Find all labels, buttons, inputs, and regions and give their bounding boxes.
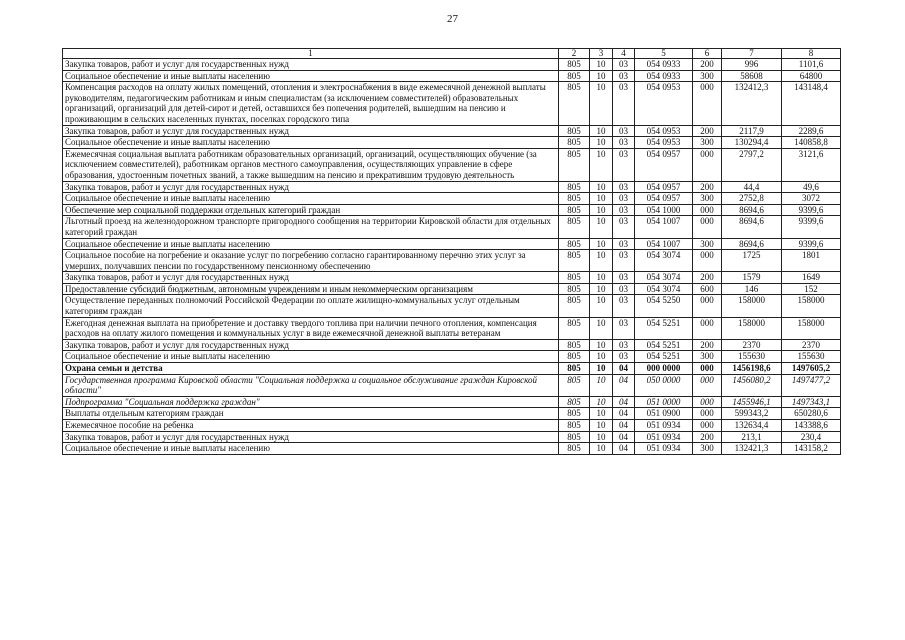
expense-type-cell: 200 — [693, 431, 722, 443]
amount-year-2-cell: 140858,8 — [782, 137, 841, 149]
subsection-cell: 03 — [613, 339, 635, 351]
target-article-cell: 051 0934 — [635, 443, 693, 455]
table-row — [63, 250, 841, 272]
admin-code-cell: 805 — [559, 317, 590, 339]
admin-code-cell: 805 — [559, 193, 590, 205]
admin-code-cell: 805 — [559, 443, 590, 455]
target-article-cell: 054 5251 — [635, 339, 693, 351]
amount-year-1-cell: 599343,2 — [722, 408, 782, 420]
target-article-cell: 054 5251 — [635, 351, 693, 363]
admin-code-cell: 805 — [559, 351, 590, 363]
section-cell: 10 — [590, 250, 613, 272]
table-row — [63, 216, 841, 238]
subsection-cell: 03 — [613, 272, 635, 284]
target-article-cell: 054 0957 — [635, 193, 693, 205]
subsection-cell: 03 — [613, 193, 635, 205]
section-cell: 10 — [590, 148, 613, 181]
amount-year-2-cell: 49,6 — [782, 181, 841, 193]
amount-year-2-cell: 1101,6 — [782, 59, 841, 71]
amount-year-2-cell: 650280,6 — [782, 408, 841, 420]
description-cell: Социальное обеспечение и иные выплаты населению — [63, 137, 559, 149]
expense-type-cell: 200 — [693, 59, 722, 71]
description-cell: Закупка товаров, работ и услуг для государственных нужд — [63, 339, 559, 351]
header-cell: 4 — [613, 49, 635, 59]
expense-type-cell: 300 — [693, 443, 722, 455]
admin-code-cell: 805 — [559, 181, 590, 193]
amount-year-2-cell: 9399,6 — [782, 238, 841, 250]
expense-type-cell: 200 — [693, 339, 722, 351]
table-row — [63, 420, 841, 432]
header-cell: 7 — [722, 49, 782, 59]
header-cell: 6 — [693, 49, 722, 59]
subsection-cell: 03 — [613, 137, 635, 149]
amount-year-1-cell: 8694,6 — [722, 238, 782, 250]
description-cell: Социальное обеспечение и иные выплаты населению — [63, 351, 559, 363]
subsection-cell: 03 — [613, 317, 635, 339]
target-article-cell: 054 0953 — [635, 137, 693, 149]
header-cell: 2 — [559, 49, 590, 59]
section-cell: 10 — [590, 59, 613, 71]
target-article-cell: 054 1007 — [635, 216, 693, 238]
amount-year-2-cell: 9399,6 — [782, 216, 841, 238]
expense-type-cell: 000 — [693, 216, 722, 238]
amount-year-2-cell: 2289,6 — [782, 125, 841, 137]
amount-year-1-cell: 2797,2 — [722, 148, 782, 181]
section-cell: 10 — [590, 420, 613, 432]
section-cell: 10 — [590, 351, 613, 363]
description-cell: Ежемесячное пособие на ребенка — [63, 420, 559, 432]
subsection-cell: 04 — [613, 443, 635, 455]
amount-year-1-cell: 158000 — [722, 295, 782, 317]
admin-code-cell: 805 — [559, 272, 590, 284]
target-article-cell: 054 5251 — [635, 317, 693, 339]
amount-year-2-cell: 158000 — [782, 317, 841, 339]
description-cell: Закупка товаров, работ и услуг для государственных нужд — [63, 59, 559, 71]
description-cell: Социальное обеспечение и иные выплаты населению — [63, 70, 559, 82]
description-cell: Социальное пособие на погребение и оказание услуг по погребению согласно гарантированному перечню этих услуг за умерших, получавших пенсии по государственному пенсионному обеспечению — [63, 250, 559, 272]
table-row — [63, 408, 841, 420]
amount-year-2-cell: 143148,4 — [782, 82, 841, 125]
admin-code-cell: 805 — [559, 204, 590, 216]
expense-type-cell: 300 — [693, 351, 722, 363]
description-cell: Осуществление переданных полномочий Российской Федерации по оплате жилищно-коммунальных услуг отдельным категориям граждан — [63, 295, 559, 317]
table-row — [63, 125, 841, 137]
admin-code-cell: 805 — [559, 148, 590, 181]
expense-type-cell: 000 — [693, 420, 722, 432]
subsection-cell: 03 — [613, 70, 635, 82]
amount-year-1-cell: 2117,9 — [722, 125, 782, 137]
admin-code-cell: 805 — [559, 216, 590, 238]
description-cell: Ежемесячная социальная выплата работникам образовательных организаций, организаций, осуществляющих обучение (за исключением совместителей), работникам органов местного самоуправления, осуществляющих управление в сфере образования, удостоенным почетных званий, а также вышедшим на пенсию и прекратившим трудовую деятельность — [63, 148, 559, 181]
table-row — [63, 148, 841, 181]
target-article-cell: 054 0953 — [635, 82, 693, 125]
section-cell: 10 — [590, 204, 613, 216]
subsection-cell: 03 — [613, 250, 635, 272]
table-row — [63, 204, 841, 216]
target-article-cell: 054 0933 — [635, 70, 693, 82]
table-row — [63, 396, 841, 408]
subsection-cell: 03 — [613, 204, 635, 216]
amount-year-1-cell: 2370 — [722, 339, 782, 351]
table-row — [63, 193, 841, 205]
description-cell: Охрана семьи и детства — [63, 363, 559, 375]
amount-year-1-cell: 213,1 — [722, 431, 782, 443]
expense-type-cell: 000 — [693, 374, 722, 396]
description-cell: Закупка товаров, работ и услуг для государственных нужд — [63, 181, 559, 193]
table-row — [63, 374, 841, 396]
subsection-cell: 03 — [613, 148, 635, 181]
section-cell: 10 — [590, 181, 613, 193]
expense-type-cell: 000 — [693, 148, 722, 181]
subsection-cell: 03 — [613, 82, 635, 125]
table-row — [63, 82, 841, 125]
subsection-cell: 03 — [613, 238, 635, 250]
expense-type-cell: 300 — [693, 193, 722, 205]
admin-code-cell: 805 — [559, 125, 590, 137]
amount-year-2-cell: 3072 — [782, 193, 841, 205]
section-cell: 10 — [590, 82, 613, 125]
table-row — [63, 431, 841, 443]
amount-year-1-cell: 2752,8 — [722, 193, 782, 205]
amount-year-1-cell: 132412,3 — [722, 82, 782, 125]
description-cell: Социальное обеспечение и иные выплаты населению — [63, 238, 559, 250]
amount-year-2-cell: 1497343,1 — [782, 396, 841, 408]
admin-code-cell: 805 — [559, 283, 590, 295]
description-cell: Закупка товаров, работ и услуг для государственных нужд — [63, 272, 559, 284]
table-row — [63, 272, 841, 284]
target-article-cell: 050 0000 — [635, 374, 693, 396]
amount-year-1-cell: 1725 — [722, 250, 782, 272]
amount-year-2-cell: 158000 — [782, 295, 841, 317]
table-row — [63, 283, 841, 295]
subsection-cell: 04 — [613, 420, 635, 432]
section-cell: 10 — [590, 125, 613, 137]
amount-year-1-cell: 146 — [722, 283, 782, 295]
target-article-cell: 051 0934 — [635, 420, 693, 432]
amount-year-2-cell: 1649 — [782, 272, 841, 284]
description-cell: Ежегодная денежная выплата на приобретение и доставку твердого топлива при наличии печного отопления, компенсация расходов на оплату жилого помещения и коммунальных услуг в виде ежемесячной денежной выплаты ветеранам — [63, 317, 559, 339]
subsection-cell: 03 — [613, 283, 635, 295]
table-row — [63, 59, 841, 71]
amount-year-1-cell: 8694,6 — [722, 204, 782, 216]
expense-type-cell: 300 — [693, 238, 722, 250]
section-cell: 10 — [590, 396, 613, 408]
table-row — [63, 181, 841, 193]
target-article-cell: 054 0957 — [635, 148, 693, 181]
description-cell: Льготный проезд на железнодорожном транспорте пригородного сообщения на территории Кировской области для отдельных категорий граждан — [63, 216, 559, 238]
amount-year-1-cell: 158000 — [722, 317, 782, 339]
admin-code-cell: 805 — [559, 295, 590, 317]
amount-year-2-cell: 9399,6 — [782, 204, 841, 216]
expense-type-cell: 300 — [693, 70, 722, 82]
amount-year-2-cell: 143388,6 — [782, 420, 841, 432]
admin-code-cell: 805 — [559, 339, 590, 351]
section-cell: 10 — [590, 408, 613, 420]
target-article-cell: 054 0953 — [635, 125, 693, 137]
expense-type-cell: 200 — [693, 181, 722, 193]
subsection-cell: 03 — [613, 125, 635, 137]
section-cell: 10 — [590, 339, 613, 351]
target-article-cell: 054 3074 — [635, 283, 693, 295]
subsection-cell: 03 — [613, 181, 635, 193]
amount-year-2-cell: 230,4 — [782, 431, 841, 443]
subsection-cell: 04 — [613, 374, 635, 396]
amount-year-1-cell: 130294,4 — [722, 137, 782, 149]
description-cell: Компенсация расходов на оплату жилых помещений, отопления и электроснабжения в виде ежемесячной денежной выплаты руководителям, педагогическим работникам и иным специалистам (за исключением совместителей) образовательных организаций, организаций для детей-сирот и детей, оставшихся без попечения родителей, вышедшим на пенсию и проживающим в сельских населенных пунктах, поселках городского типа — [63, 82, 559, 125]
description-cell: Государственная программа Кировской области "Социальная поддержка и социальное обслуживание граждан Кировской области" — [63, 374, 559, 396]
admin-code-cell: 805 — [559, 363, 590, 375]
table-row — [63, 351, 841, 363]
admin-code-cell: 805 — [559, 374, 590, 396]
page-number: 27 — [447, 13, 458, 25]
target-article-cell: 000 0000 — [635, 363, 693, 375]
subsection-cell: 04 — [613, 408, 635, 420]
expense-type-cell: 000 — [693, 317, 722, 339]
amount-year-2-cell: 155630 — [782, 351, 841, 363]
subsection-cell: 03 — [613, 351, 635, 363]
section-cell: 10 — [590, 317, 613, 339]
table-row — [63, 238, 841, 250]
amount-year-2-cell: 2370 — [782, 339, 841, 351]
subsection-cell: 03 — [613, 59, 635, 71]
section-cell: 10 — [590, 238, 613, 250]
expense-type-cell: 200 — [693, 272, 722, 284]
description-cell: Подпрограмма "Социальная поддержка граждан" — [63, 396, 559, 408]
section-cell: 10 — [590, 374, 613, 396]
section-cell: 10 — [590, 272, 613, 284]
amount-year-1-cell: 132634,4 — [722, 420, 782, 432]
expense-type-cell: 000 — [693, 204, 722, 216]
section-cell: 10 — [590, 295, 613, 317]
target-article-cell: 051 0934 — [635, 431, 693, 443]
description-cell: Закупка товаров, работ и услуг для государственных нужд — [63, 431, 559, 443]
table-row — [63, 443, 841, 455]
amount-year-2-cell: 1801 — [782, 250, 841, 272]
description-cell: Закупка товаров, работ и услуг для государственных нужд — [63, 125, 559, 137]
section-cell: 10 — [590, 431, 613, 443]
table-row — [63, 137, 841, 149]
header-cell: 3 — [590, 49, 613, 59]
section-cell: 10 — [590, 70, 613, 82]
expense-type-cell: 300 — [693, 137, 722, 149]
amount-year-2-cell: 1497477,2 — [782, 374, 841, 396]
admin-code-cell: 805 — [559, 82, 590, 125]
expense-type-cell: 000 — [693, 295, 722, 317]
subsection-cell: 03 — [613, 216, 635, 238]
admin-code-cell: 805 — [559, 420, 590, 432]
budget-table — [62, 48, 841, 455]
amount-year-2-cell: 152 — [782, 283, 841, 295]
section-cell: 10 — [590, 283, 613, 295]
admin-code-cell: 805 — [559, 238, 590, 250]
subsection-cell: 04 — [613, 396, 635, 408]
target-article-cell: 054 1007 — [635, 238, 693, 250]
amount-year-1-cell: 996 — [722, 59, 782, 71]
admin-code-cell: 805 — [559, 396, 590, 408]
amount-year-1-cell: 1579 — [722, 272, 782, 284]
table-row — [63, 339, 841, 351]
admin-code-cell: 805 — [559, 59, 590, 71]
section-cell: 10 — [590, 137, 613, 149]
amount-year-1-cell: 44,4 — [722, 181, 782, 193]
subsection-cell: 04 — [613, 431, 635, 443]
target-article-cell: 054 0933 — [635, 59, 693, 71]
expense-type-cell: 000 — [693, 250, 722, 272]
section-cell: 10 — [590, 193, 613, 205]
amount-year-1-cell: 58608 — [722, 70, 782, 82]
target-article-cell: 054 0957 — [635, 181, 693, 193]
table-row — [63, 295, 841, 317]
section-cell: 10 — [590, 216, 613, 238]
table-row — [63, 70, 841, 82]
header-cell: 1 — [63, 49, 559, 59]
subsection-cell: 03 — [613, 295, 635, 317]
expense-type-cell: 000 — [693, 396, 722, 408]
admin-code-cell: 805 — [559, 250, 590, 272]
description-cell: Обеспечение мер социальной поддержки отдельных категорий граждан — [63, 204, 559, 216]
amount-year-2-cell: 3121,6 — [782, 148, 841, 181]
header-cell: 8 — [782, 49, 841, 59]
expense-type-cell: 200 — [693, 125, 722, 137]
expense-type-cell: 600 — [693, 283, 722, 295]
amount-year-2-cell: 143158,2 — [782, 443, 841, 455]
description-cell: Социальное обеспечение и иные выплаты населению — [63, 193, 559, 205]
amount-year-1-cell: 132421,3 — [722, 443, 782, 455]
description-cell: Предоставление субсидий бюджетным, автономным учреждениям и иным некоммерческим организациям — [63, 283, 559, 295]
amount-year-1-cell: 1455946,1 — [722, 396, 782, 408]
header-row — [63, 49, 841, 59]
header-cell: 5 — [635, 49, 693, 59]
amount-year-1-cell: 1456080,2 — [722, 374, 782, 396]
table-row — [63, 317, 841, 339]
amount-year-1-cell: 8694,6 — [722, 216, 782, 238]
description-cell: Выплаты отдельным категориям граждан — [63, 408, 559, 420]
target-article-cell: 054 3074 — [635, 250, 693, 272]
section-cell: 10 — [590, 443, 613, 455]
expense-type-cell: 000 — [693, 363, 722, 375]
expense-type-cell: 000 — [693, 82, 722, 125]
target-article-cell: 054 1000 — [635, 204, 693, 216]
target-article-cell: 054 3074 — [635, 272, 693, 284]
target-article-cell: 051 0000 — [635, 396, 693, 408]
amount-year-1-cell: 155630 — [722, 351, 782, 363]
admin-code-cell: 805 — [559, 408, 590, 420]
description-cell: Социальное обеспечение и иные выплаты населению — [63, 443, 559, 455]
amount-year-2-cell: 1497605,2 — [782, 363, 841, 375]
target-article-cell: 054 5250 — [635, 295, 693, 317]
admin-code-cell: 805 — [559, 431, 590, 443]
section-cell: 10 — [590, 363, 613, 375]
table-row — [63, 363, 841, 375]
admin-code-cell: 805 — [559, 70, 590, 82]
amount-year-2-cell: 64800 — [782, 70, 841, 82]
target-article-cell: 051 0900 — [635, 408, 693, 420]
expense-type-cell: 000 — [693, 408, 722, 420]
amount-year-1-cell: 1456198,6 — [722, 363, 782, 375]
admin-code-cell: 805 — [559, 137, 590, 149]
subsection-cell: 04 — [613, 363, 635, 375]
